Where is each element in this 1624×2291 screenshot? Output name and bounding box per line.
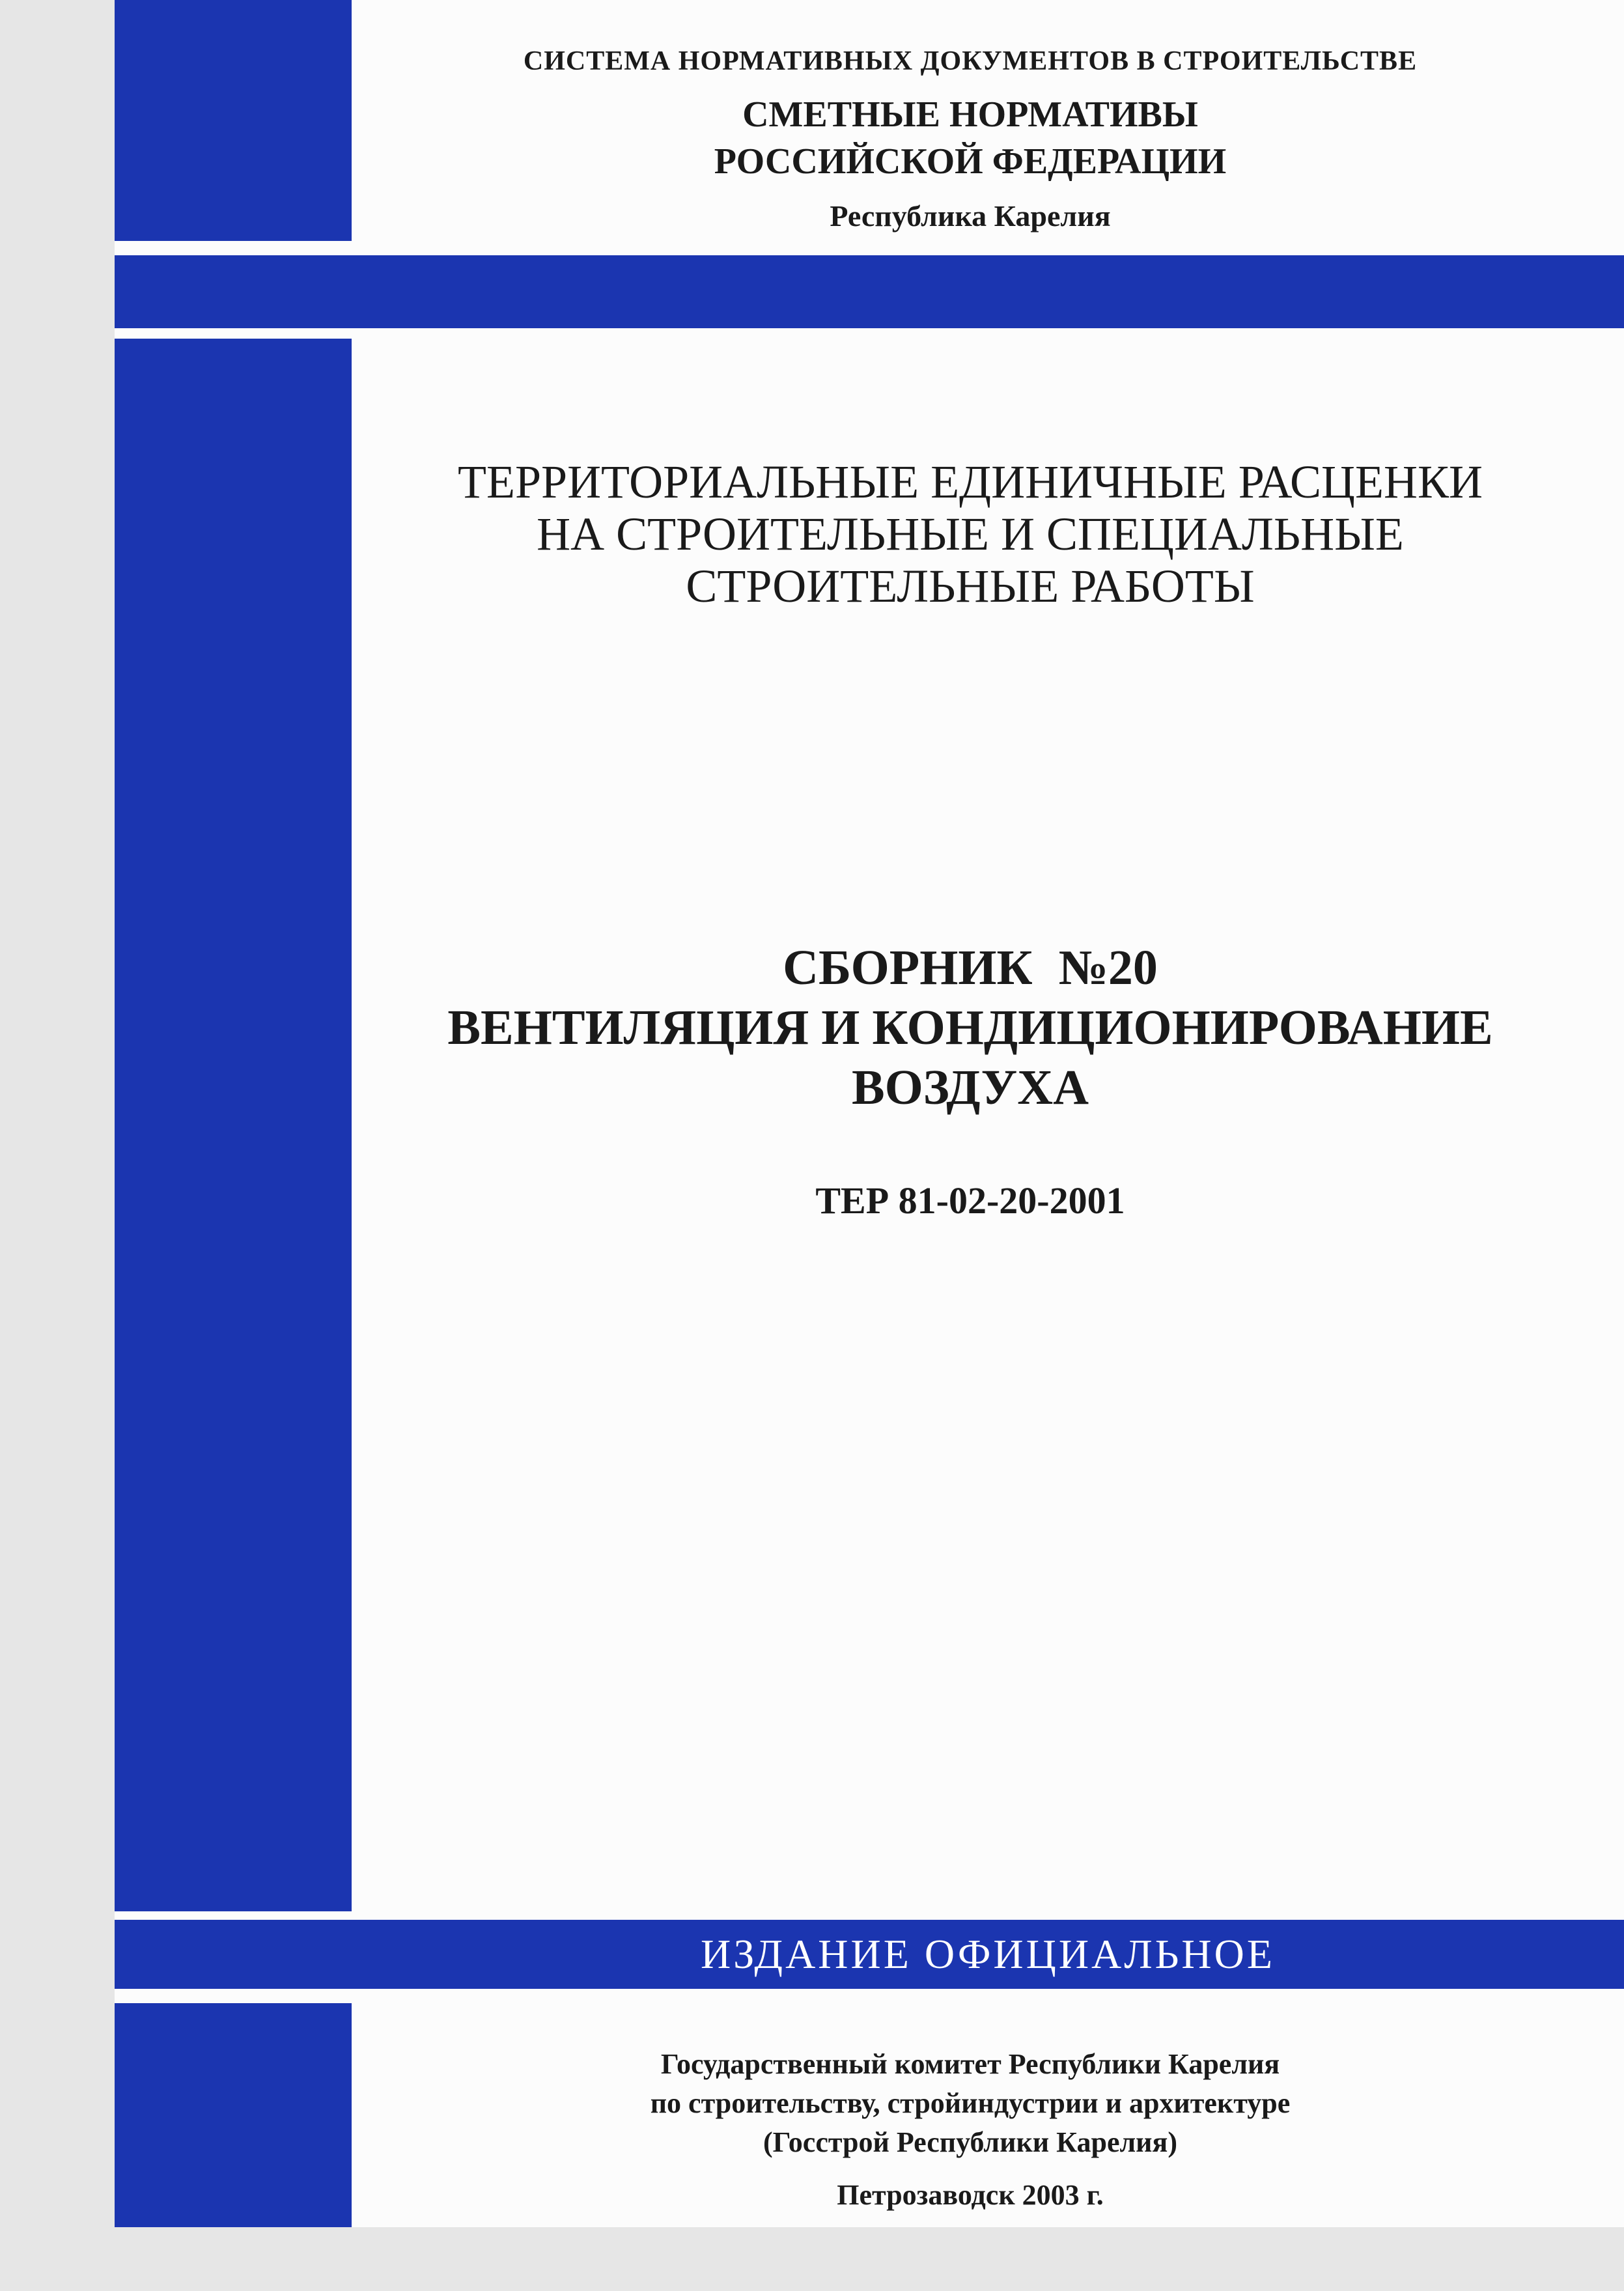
publisher-line3: (Госстрой Республики Карелия)	[763, 2126, 1177, 2158]
blue-vertical-stripe-middle	[115, 339, 352, 1911]
collection-heading	[365, 938, 1576, 998]
norms-title	[365, 91, 1576, 185]
collection-code: ТЕР 81-02-20-2001	[815, 1179, 1125, 1222]
document-title-line3: СТРОИТЕЛЬНЫЕ РАБОТЫ	[686, 560, 1255, 612]
norms-title-line1: СМЕТНЫЕ НОРМАТИВЫ	[742, 94, 1198, 135]
collection-number: №20	[1058, 940, 1158, 995]
blue-horizontal-band-top	[115, 255, 1624, 328]
collection-name-line1: ВЕНТИЛЯЦИЯ И КОНДИЦИОНИРОВАНИЕ	[447, 1000, 1493, 1055]
publisher-line2: по строительству, стройиндустрии и архитектуре	[650, 2087, 1291, 2119]
system-title: СИСТЕМА НОРМАТИВНЫХ ДОКУМЕНТОВ В СТРОИТЕЛЬСТВЕ	[523, 46, 1418, 76]
blue-vertical-stripe-bottom	[115, 2003, 352, 2227]
blue-vertical-stripe-top	[115, 0, 352, 241]
document-title	[365, 456, 1576, 612]
official-edition-label: ИЗДАНИЕ ОФИЦИАЛЬНОЕ	[701, 1931, 1275, 1977]
document-title-line1: ТЕРРИТОРИАЛЬНЫЕ ЕДИНИЧНЫЕ РАСЦЕНКИ	[458, 456, 1483, 508]
collection-label: СБОРНИК	[783, 940, 1033, 995]
publisher-line1: Государственный комитет Республики Карелия	[660, 2048, 1280, 2080]
publisher-block	[365, 2045, 1576, 2162]
place-year: Петрозаводск 2003 г.	[837, 2179, 1104, 2211]
norms-title-line2: РОССИЙСКОЙ ФЕДЕРАЦИИ	[714, 141, 1227, 182]
collection-block	[365, 938, 1576, 1117]
collection-name-line2: ВОЗДУХА	[851, 1060, 1089, 1115]
document-title-line2: НА СТРОИТЕЛЬНЫЕ И СПЕЦИАЛЬНЫЕ	[537, 508, 1404, 560]
region-label: Республика Карелия	[830, 199, 1111, 232]
